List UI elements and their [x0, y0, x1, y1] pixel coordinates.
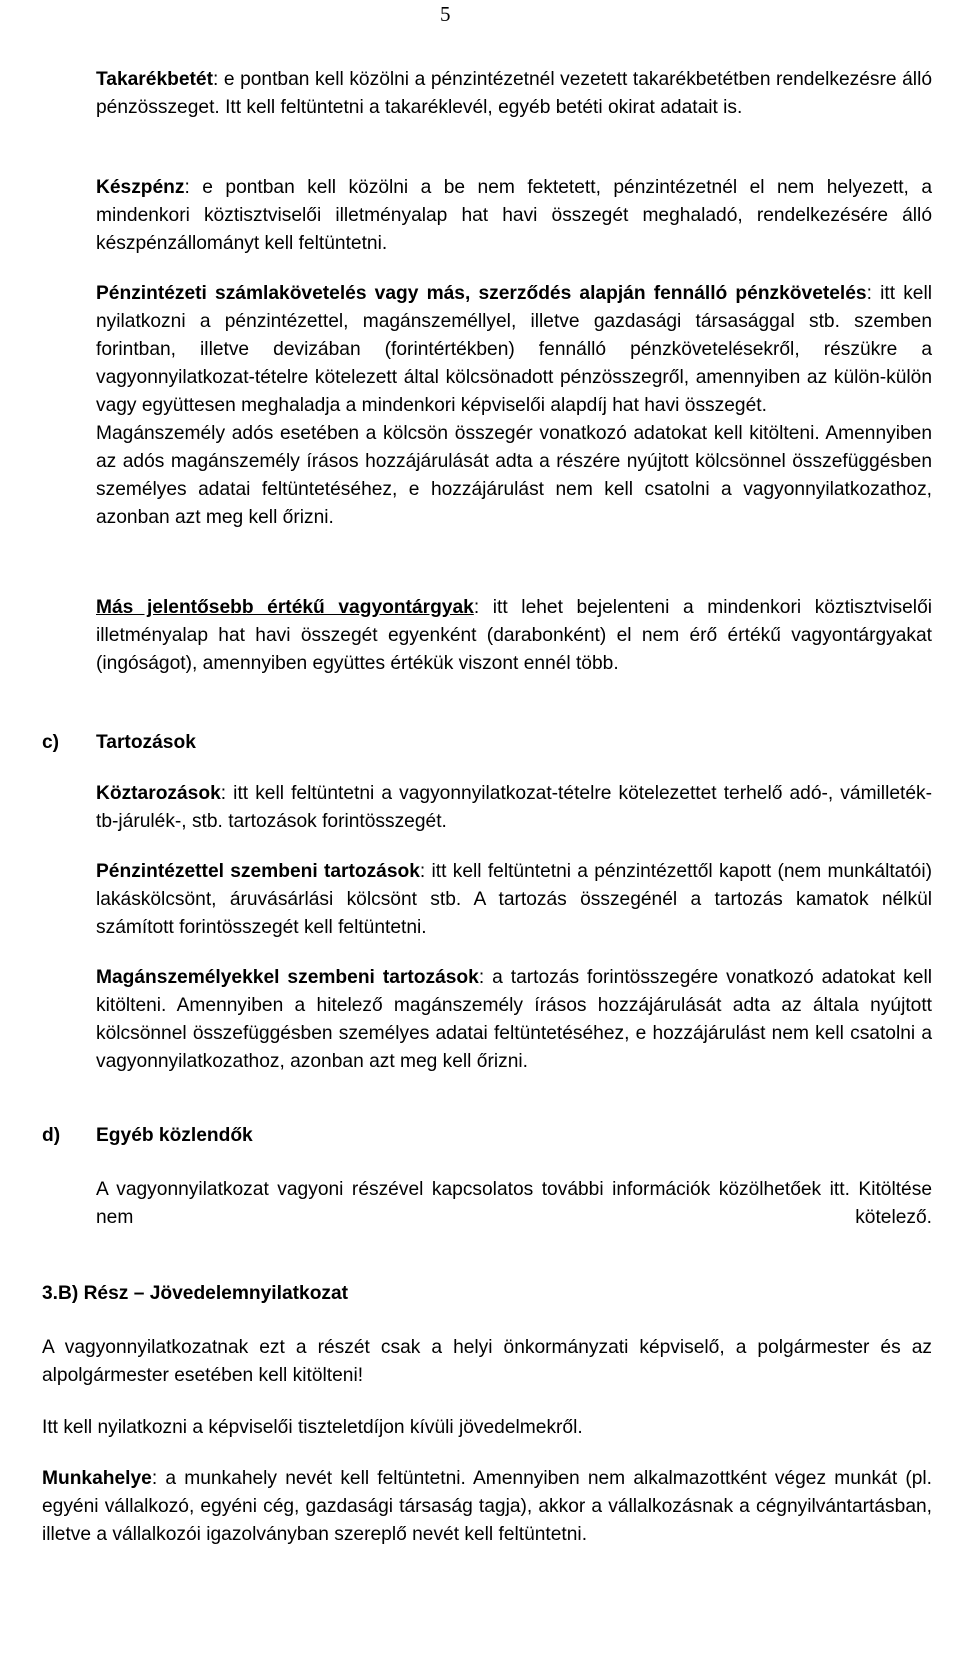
text-penzintezeti-tartozas: : itt kell feltüntetni a pénzintézettől kapott (nem munkáltatói) lakáskölcsönt, áruvásárlási kölcsönt stb. A tartozás összegénél a tartozás kamatok nélkül számított forintösszegét kell feltüntetni. — [96, 861, 933, 938]
text-koztartozasok: : itt kell feltüntetni a vagyonnyilatkozat-tételre kötelezettet terhelő adó-, vámilleték- tb-járulék-, stb. tartozások forintösszegét. — [96, 783, 932, 832]
part-3b-prefix: 3.B) Rész – — [42, 1283, 150, 1304]
paragraph-maganszemely-tartozas — [96, 964, 932, 1076]
term-koztartozasok: Köztarozások — [96, 783, 221, 804]
term-takarekbetet: Takarékbetét — [96, 69, 213, 90]
paragraph-vagyontargyak — [96, 594, 932, 678]
section-heading-d — [42, 1122, 932, 1150]
text-munkahelye: : a munkahely nevét kell feltüntetni. Amennyiben nem alkalmazottként végez munkát (pl. egyéni vállalkozó, egyéni cég, gazdasági társaság tagja), akkor a vállalkozásnak a cégnyilvántartásban, illetve a vállalkozói igazolványban szereplő nevét kell feltüntetni. — [42, 1468, 932, 1545]
paragraph-penzintezeti-tartozas — [96, 858, 932, 942]
section-title-c: Tartozások — [96, 732, 196, 753]
paragraph-3b-jovedelmek — [42, 1414, 932, 1442]
text-vagyontargyak: : itt lehet bejelenteni a mindenkori köztisztviselői illetményalap hat havi összegét egyenként (darabonként) el nem érő értékű vagyontárgyakat (ingóságot), amennyiben együttes értékük viszont ennél több. — [96, 597, 933, 674]
paragraph-takarekbetet — [96, 66, 932, 122]
paragraph-egyeb-kozlendok — [96, 1176, 932, 1232]
text-penzkovetel-2: Magánszemély adós esetében a kölcsön összegér vonatkozó adatokat kell kitölteni. Amennyiben az adós magánszemély írásos hozzájárulását adta a részére nyújtott kölcsönnel összefüggésben személyes adatai feltüntetéséhez, e hozzájárulást nem kell csatolni a vagyonnyilatkozathoz, azonban azt meg kell őrizni. — [96, 423, 932, 528]
paragraph-munkahelye — [42, 1465, 932, 1549]
term-penzkovetel: Pénzintézeti számlakövetelés vagy más, szerződés alapján fennálló pénzkövetelés — [96, 283, 867, 304]
paragraph-penzkovetel — [96, 280, 932, 532]
text-3b-intro: A vagyonnyilatkozatnak ezt a részét csak a helyi önkormányzati képviselő, a polgármester és az alpolgármester esetében kell kitölteni! — [42, 1337, 932, 1386]
term-penzintezeti-tartozas: Pénzintézettel szembeni tartozások — [96, 861, 420, 882]
term-munkahelye: Munkahelye — [42, 1468, 152, 1489]
page-number: 5 — [440, 2, 451, 26]
section-title-d: Egyéb közlendők — [96, 1125, 253, 1146]
text-penzkovetel: : itt kell nyilatkozni a pénzintézettel, magánszeméllyel, illetve gazdasági társasággal stb. szemben forintban, illetve devizában (forintértékben) fennálló pénzkövetelésekről, részükre a vagyonnyilatkozat-tételre kötelezett által kölcsönadott pénzösszegről, amennyiben az külön-külön vagy együttesen meghaladja a mindenkori képviselői alapdíj hat havi összegét. — [96, 283, 932, 416]
text-maganszemely-tartozas: : a tartozás forintösszegére vonatkozó adatokat kell kitölteni. Amennyiben a hitelező magánszemély írásos hozzájárulását adta az általa nyújtott kölcsönnel összefüggésben személyes adatai feltüntetéséhez, e hozzájárulást nem kell csatolni a vagyonnyilatkozathoz, azonban azt meg kell őrizni. — [96, 967, 933, 1072]
section-heading-c — [42, 729, 932, 757]
term-maganszemely-tartozas: Magánszemélyekkel szembeni tartozások — [96, 967, 479, 988]
term-vagyontargyak: Más jelentősebb értékű vagyontárgyak — [96, 597, 474, 618]
section-letter-d: d) — [42, 1125, 61, 1146]
text-egyeb-kozlendok: A vagyonnyilatkozat vagyoni részével kapcsolatos további információk közölhetőek itt. Kitöltése nem kötelező. — [96, 1179, 932, 1228]
text-keszpenz: : e pontban kell közölni a be nem fektetett, pénzintézetnél el nem helyezett, a mindenkori köztisztviselői illetményalap hat havi összegét meghaladó, rendelkezésére álló készpénzállományt kell feltüntetni. — [96, 177, 932, 254]
term-keszpenz: Készpénz — [96, 177, 185, 198]
text-3b-jovedelmek: Itt kell nyilatkozni a képviselői tiszteletdíjon kívüli jövedelmekről. — [42, 1417, 583, 1438]
part-3b-heading — [42, 1280, 932, 1308]
paragraph-keszpenz — [96, 174, 932, 258]
text-takarekbetet: : e pontban kell közölni a pénzintézetnél vezetett takarékbetétben rendelkezésre álló pénzösszeget. Itt kell feltüntetni a takaréklevél, egyéb betéti okirat adatait is. — [96, 69, 932, 118]
part-3b-title: Jövedelemnyilatkozat — [149, 1283, 349, 1304]
paragraph-3b-intro — [42, 1334, 932, 1390]
section-letter-c: c) — [42, 732, 60, 753]
paragraph-koztartozasok — [96, 780, 932, 836]
